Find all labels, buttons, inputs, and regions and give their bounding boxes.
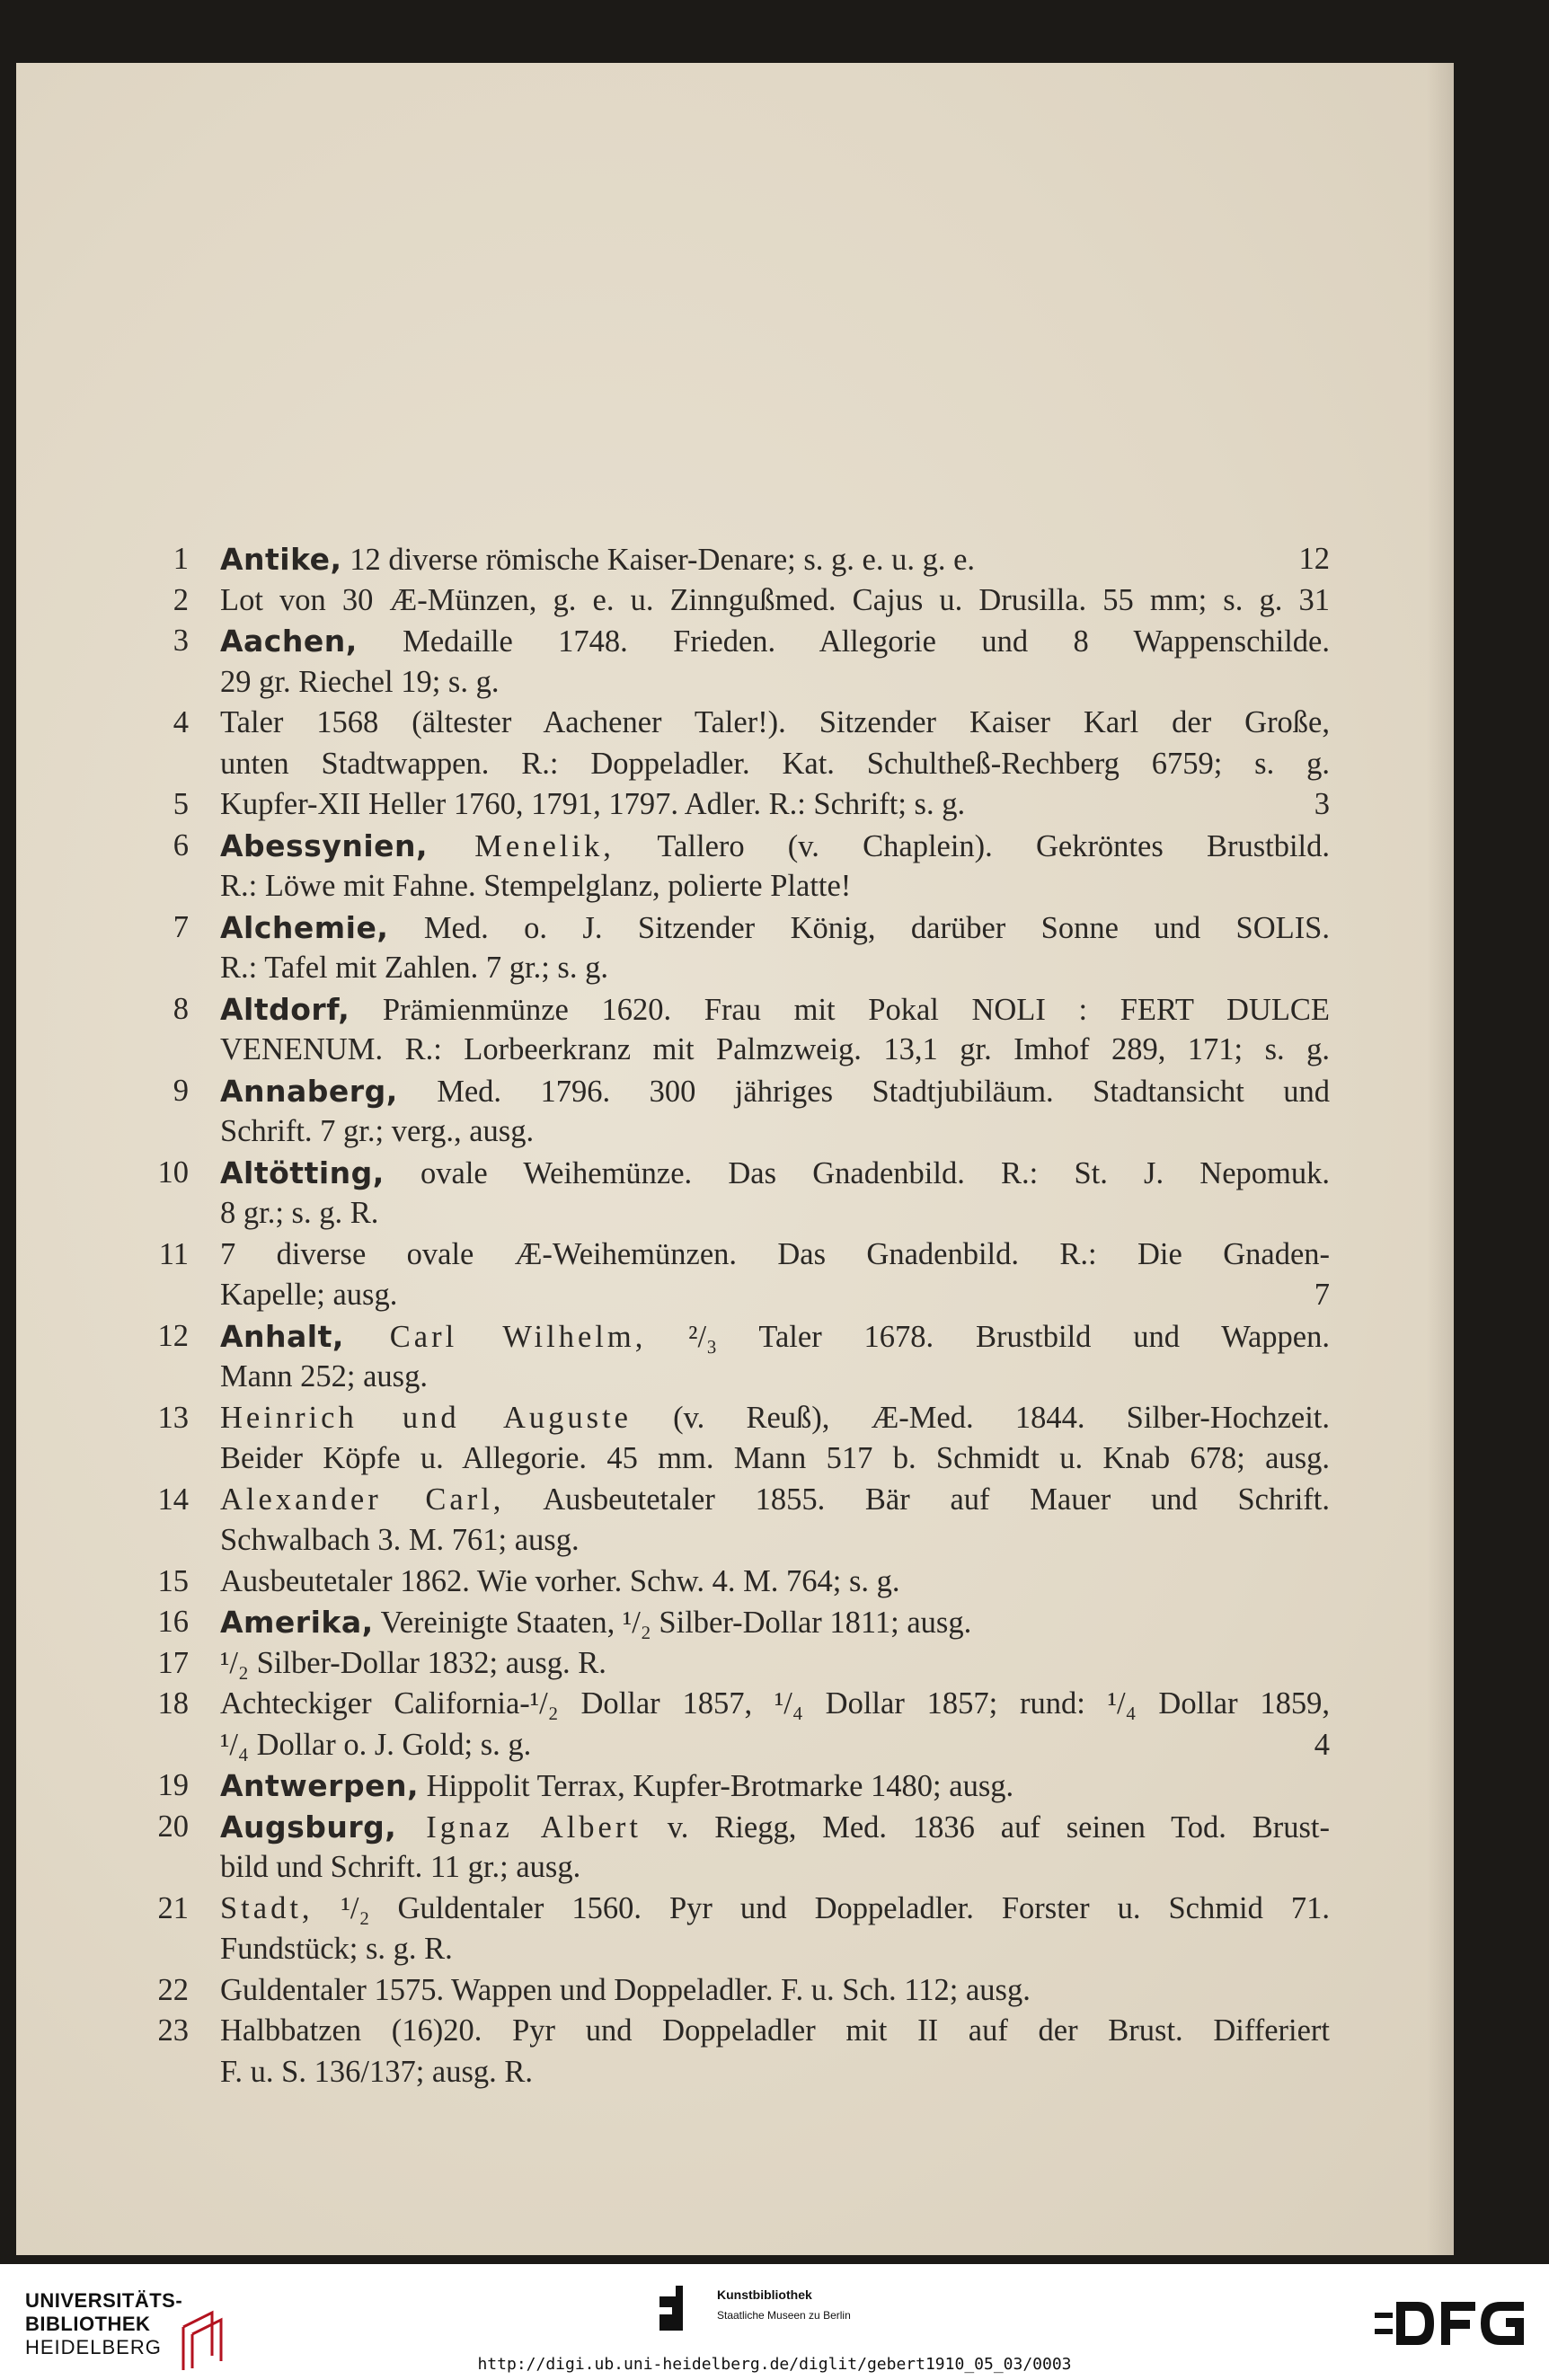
entry-description: Lot von 30 Æ-Münzen, g. e. u. Zinngußmed. Cajus u. Drusilla. 55 mm; s. g. 31 bbox=[220, 582, 1330, 617]
ub-heidelberg-logo[interactable] bbox=[25, 2289, 182, 2359]
entry-line bbox=[135, 1929, 1330, 1970]
entry-text bbox=[220, 580, 1330, 622]
entry-text bbox=[220, 1929, 1330, 1970]
entry-line bbox=[135, 1807, 1330, 1848]
ub-line1: UNIVERSITÄTS- bbox=[25, 2289, 183, 2312]
entry-text bbox=[220, 1562, 1330, 1603]
lot-number: 1 bbox=[173, 542, 189, 576]
entry-keyword: Abessynien, bbox=[220, 827, 429, 863]
entry-line bbox=[135, 621, 1330, 662]
source-url[interactable]: http://digi.ub.uni-heidelberg.de/diglit/gebert1910_05_03/0003 bbox=[477, 2355, 1072, 2374]
entry-line bbox=[135, 866, 1330, 907]
entry-description: ¹/₂ Guldentaler 1560. Pyr und Doppeladler. Forster u. Schmid 71. bbox=[313, 1890, 1330, 1925]
entry-line bbox=[135, 2052, 1330, 2093]
entry-keyword: Anhalt, bbox=[220, 1318, 344, 1354]
entry-name-spaced: Alexander Carl, bbox=[220, 1482, 505, 1517]
entry-description: unten Stadtwappen. R.: Doppeladler. Kat. Schultheß-Rechberg 6759; s. g. bbox=[220, 746, 1330, 781]
entry-text bbox=[220, 1193, 1330, 1234]
entry-line bbox=[135, 1398, 1330, 1439]
entry-line bbox=[135, 1193, 1330, 1234]
entry-description: (v. Reuß), Æ-Med. 1844. Silber-Hochzeit. bbox=[631, 1400, 1330, 1435]
entry-description: Kapelle; ausg. bbox=[220, 1278, 398, 1312]
entry-text bbox=[220, 539, 1267, 581]
entry-line bbox=[135, 580, 1330, 622]
entry-text bbox=[220, 826, 1330, 868]
entry-keyword: Amerika, bbox=[220, 1605, 374, 1640]
ub-line3: HEIDELBERG bbox=[25, 2336, 162, 2358]
lot-number: 12 bbox=[157, 1318, 189, 1353]
entry-text bbox=[220, 1480, 1330, 1521]
entry-description: F. u. S. 136/137; ausg. R. bbox=[220, 2054, 534, 2089]
entry-keyword: Altdorf, bbox=[220, 991, 350, 1027]
lot-number: 4 bbox=[173, 705, 189, 739]
entry-line bbox=[135, 1480, 1330, 1521]
entry-text bbox=[220, 1438, 1330, 1480]
lot-number: 10 bbox=[157, 1155, 189, 1190]
entry-text bbox=[220, 989, 1330, 1031]
lot-number: 16 bbox=[157, 1605, 189, 1639]
lot-number: 7 bbox=[173, 909, 189, 944]
entry-description: Mann 252; ausg. bbox=[220, 1359, 428, 1393]
entry-description: Medaille 1748. Frieden. Allegorie und 8 Wappenschilde. bbox=[357, 624, 1330, 659]
entry-text bbox=[220, 1807, 1330, 1849]
entry-line bbox=[135, 1602, 1330, 1643]
entry-name-spaced: Ignaz Albert bbox=[396, 1809, 642, 1845]
entry-text bbox=[220, 2011, 1330, 2052]
entry-text bbox=[220, 1030, 1330, 1071]
entry-text bbox=[220, 1643, 1330, 1685]
entry-description: Prämienmünze 1620. Frau mit Pokal NOLI : FERT DULCE bbox=[350, 992, 1330, 1027]
entry-text bbox=[220, 2052, 1330, 2093]
kb-subtitle: Staatliche Museen zu Berlin bbox=[717, 2309, 851, 2322]
entry-description: Hippolit Terrax, Kupfer-Brotmarke 1480; ausg. bbox=[418, 1769, 1014, 1803]
entry-keyword: Altötting, bbox=[220, 1155, 385, 1190]
price-estimate: 12 bbox=[1298, 542, 1330, 576]
lot-number: 17 bbox=[157, 1645, 189, 1680]
entry-line bbox=[135, 703, 1330, 744]
entry-line bbox=[135, 662, 1330, 703]
lot-number: 21 bbox=[157, 1890, 189, 1925]
dfg-logo-icon[interactable] bbox=[1375, 2298, 1527, 2349]
entry-text bbox=[220, 948, 1330, 989]
entry-name-spaced: Heinrich und Auguste bbox=[220, 1400, 632, 1435]
entry-line bbox=[135, 826, 1330, 867]
entry-line bbox=[135, 1562, 1330, 1603]
lot-number: 13 bbox=[157, 1400, 189, 1435]
entry-text bbox=[220, 1847, 1330, 1889]
entry-line bbox=[135, 744, 1330, 785]
entry-text bbox=[220, 1357, 1330, 1398]
entry-description: R.: Tafel mit Zahlen. 7 gr.; s. g. bbox=[220, 951, 608, 985]
entry-description: Taler 1568 (ältester Aachener Taler!). Sitzender Kaiser Karl der Große, bbox=[220, 705, 1330, 739]
entry-text bbox=[220, 1970, 1330, 2012]
entry-line bbox=[135, 1684, 1330, 1725]
entry-description: Achteckiger California-¹/₂ Dollar 1857, ¹/₄ Dollar 1857; rund: ¹/₄ Dollar 1859, bbox=[220, 1686, 1330, 1721]
entry-description: v. Riegg, Med. 1836 auf seinen Tod. Brust- bbox=[641, 1809, 1330, 1845]
kb-title: Kunstbibliothek bbox=[717, 2287, 812, 2302]
entry-description: ovale Weihemünze. Das Gnadenbild. R.: St. J. Nepomuk. bbox=[384, 1155, 1330, 1190]
entry-line bbox=[135, 1765, 1330, 1807]
entry-text bbox=[220, 1153, 1330, 1195]
entry-text bbox=[220, 1234, 1330, 1276]
entry-description: Beider Köpfe u. Allegorie. 45 mm. Mann 517 b. Schmidt u. Knab 678; ausg. bbox=[220, 1441, 1330, 1475]
entry-description: Ausbeutetaler 1862. Wie vorher. Schw. 4. M. 764; s. g. bbox=[220, 1563, 900, 1598]
entry-line bbox=[135, 784, 1330, 826]
entry-name-spaced: Menelik, bbox=[428, 828, 615, 863]
entry-keyword: Augsburg, bbox=[220, 1809, 397, 1845]
entry-keyword: Antike, bbox=[220, 542, 342, 577]
entry-text bbox=[220, 866, 1330, 907]
entry-line bbox=[135, 1357, 1330, 1398]
lot-number: 5 bbox=[173, 787, 189, 821]
entry-text bbox=[220, 1071, 1330, 1113]
entry-description: R.: Löwe mit Fahne. Stempelglanz, polierte Platte! bbox=[220, 869, 852, 903]
kunstbibliothek-emblem-icon bbox=[654, 2284, 704, 2334]
entry-name-spaced: Carl Wilhelm, bbox=[343, 1319, 647, 1354]
lot-number: 6 bbox=[173, 827, 189, 863]
entry-line bbox=[135, 1030, 1330, 1071]
catalog-entries bbox=[135, 539, 1330, 2092]
entry-description: Guldentaler 1575. Wappen und Doppeladler. F. u. Sch. 112; ausg. bbox=[220, 1972, 1031, 2007]
entry-text bbox=[220, 703, 1330, 744]
entry-description: Schwalbach 3. M. 761; ausg. bbox=[220, 1523, 580, 1557]
lot-number: 8 bbox=[173, 991, 189, 1026]
lot-number: 22 bbox=[157, 1972, 189, 2007]
entry-line bbox=[135, 1153, 1330, 1194]
entry-text bbox=[220, 1398, 1330, 1439]
entry-text bbox=[220, 1684, 1330, 1725]
entry-line bbox=[135, 1725, 1330, 1766]
entry-description: Ausbeutetaler 1855. Bär auf Mauer und Schrift. bbox=[504, 1482, 1330, 1517]
entry-description: Kupfer-XII Heller 1760, 1791, 1797. Adler. R.: Schrift; s. g. bbox=[220, 787, 966, 821]
entry-text bbox=[220, 1275, 1267, 1316]
lot-number: 11 bbox=[158, 1236, 189, 1271]
entry-text bbox=[220, 744, 1330, 785]
entry-text bbox=[220, 1111, 1330, 1153]
price-estimate: 3 bbox=[1314, 787, 1330, 821]
entry-text bbox=[220, 1889, 1330, 1930]
footer-bar bbox=[0, 2264, 1549, 2380]
entry-text bbox=[220, 1520, 1330, 1562]
lot-number: 19 bbox=[157, 1768, 189, 1802]
entry-text bbox=[220, 621, 1330, 663]
lot-number: 3 bbox=[173, 624, 189, 658]
entry-line bbox=[135, 1643, 1330, 1685]
lot-number: 2 bbox=[173, 582, 189, 617]
entry-text bbox=[220, 1765, 1330, 1808]
lot-number: 23 bbox=[157, 2013, 189, 2048]
lot-number: 9 bbox=[173, 1073, 189, 1108]
lot-number: 20 bbox=[157, 1809, 189, 1844]
entry-line bbox=[135, 1071, 1330, 1112]
entry-description: Fundstück; s. g. R. bbox=[220, 1932, 453, 1966]
lot-number: 18 bbox=[157, 1686, 189, 1721]
entry-text bbox=[220, 662, 1330, 703]
entry-description: 7 diverse ovale Æ-Weihemünzen. Das Gnadenbild. R.: Die Gnaden- bbox=[220, 1236, 1330, 1271]
ub-line2: BIBLIOTHEK bbox=[25, 2313, 151, 2335]
entry-line bbox=[135, 1889, 1330, 1930]
entry-line bbox=[135, 1275, 1330, 1316]
entry-description: Med. 1796. 300 jähriges Stadtjubiläum. Stadtansicht und bbox=[397, 1074, 1330, 1109]
entry-description: ²/₃ Taler 1678. Brustbild und Wappen. bbox=[646, 1319, 1330, 1354]
entry-line bbox=[135, 1520, 1330, 1562]
lot-number: 14 bbox=[157, 1482, 189, 1517]
lot-number: 15 bbox=[157, 1563, 189, 1598]
entry-line bbox=[135, 1111, 1330, 1153]
entry-keyword: Annaberg, bbox=[220, 1073, 398, 1109]
entry-description: ¹/₂ Silber-Dollar 1832; ausg. R. bbox=[220, 1645, 606, 1680]
price-estimate: 4 bbox=[1314, 1727, 1330, 1762]
entry-text bbox=[220, 784, 1267, 826]
entry-description: 8 gr.; s. g. R. bbox=[220, 1196, 379, 1230]
page-edge-shadow bbox=[1427, 63, 1454, 2255]
entry-description: Tallero (v. Chaplein). Gekröntes Brustbild. bbox=[614, 828, 1331, 863]
entry-line bbox=[135, 1970, 1330, 2012]
entry-line bbox=[135, 907, 1330, 949]
entry-line bbox=[135, 989, 1330, 1031]
entry-description: bild und Schrift. 11 gr.; ausg. bbox=[220, 1850, 581, 1884]
entry-line bbox=[135, 948, 1330, 989]
entry-line bbox=[135, 2011, 1330, 2052]
entry-line bbox=[135, 1847, 1330, 1889]
entry-text bbox=[220, 1316, 1330, 1358]
entry-name-spaced: Stadt, bbox=[220, 1890, 314, 1925]
entry-description: Schrift. 7 gr.; verg., ausg. bbox=[220, 1114, 535, 1148]
entry-description: Vereinigte Staaten, ¹/₂ Silber-Dollar 1811; ausg. bbox=[373, 1606, 972, 1640]
entry-keyword: Antwerpen, bbox=[220, 1768, 419, 1803]
entry-line bbox=[135, 1316, 1330, 1358]
price-estimate: 7 bbox=[1314, 1278, 1330, 1312]
entry-description: Halbbatzen (16)20. Pyr und Doppeladler mit II auf der Brust. Differiert bbox=[220, 2013, 1330, 2048]
entry-keyword: Alchemie, bbox=[220, 909, 389, 945]
entry-description: Med. o. J. Sitzender König, darüber Sonne und SOLIS. bbox=[388, 910, 1330, 945]
entry-keyword: Aachen, bbox=[220, 624, 358, 659]
entry-line bbox=[135, 1234, 1330, 1276]
entry-description: ¹/₄ Dollar o. J. Gold; s. g. bbox=[220, 1727, 532, 1762]
entry-description: VENENUM. R.: Lorbeerkranz mit Palmzweig. 13,1 gr. Imhof 289, 171; s. g. bbox=[220, 1032, 1330, 1066]
entry-line bbox=[135, 1438, 1330, 1480]
entry-text bbox=[220, 1725, 1267, 1766]
entry-description: 12 diverse römische Kaiser-Denare; s. g. e. u. g. e. bbox=[341, 543, 976, 577]
entry-line bbox=[135, 539, 1330, 580]
entry-description: 29 gr. Riechel 19; s. g. bbox=[220, 664, 500, 699]
entry-text bbox=[220, 1602, 1330, 1644]
entry-text bbox=[220, 907, 1330, 950]
